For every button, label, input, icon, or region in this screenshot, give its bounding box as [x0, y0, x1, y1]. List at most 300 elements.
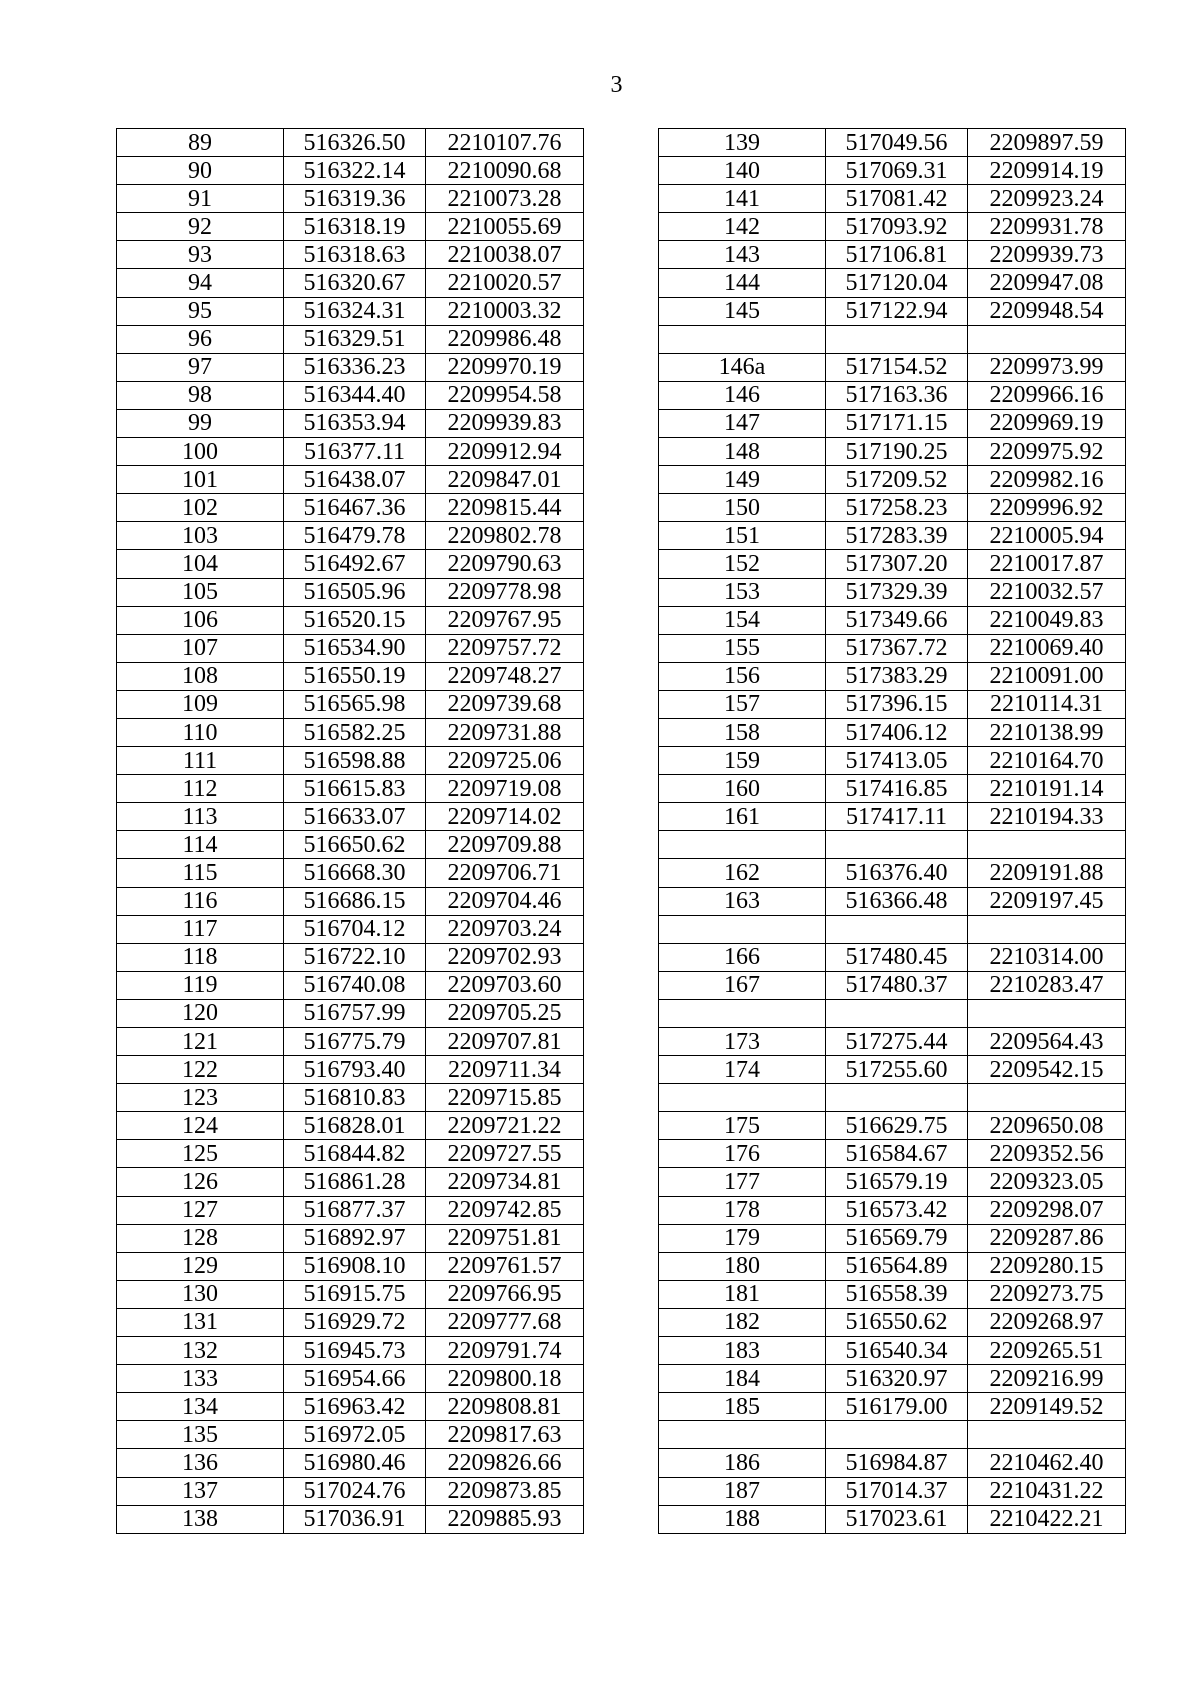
y-coordinate-cell: 2209970.19: [426, 353, 584, 381]
table-row: [659, 718, 1126, 746]
point-number-cell: 184: [659, 1365, 826, 1393]
table-row: [659, 943, 1126, 971]
point-number-cell: 182: [659, 1308, 826, 1336]
y-coordinate-cell: 2209709.88: [426, 831, 584, 859]
table-row: [117, 1112, 584, 1140]
point-number-cell: 152: [659, 550, 826, 578]
x-coordinate-cell: 516892.97: [284, 1224, 426, 1252]
y-coordinate-cell: 2209703.24: [426, 915, 584, 943]
y-coordinate-cell: 2209996.92: [968, 494, 1126, 522]
x-coordinate-cell: 516320.97: [826, 1365, 968, 1393]
table-row: [117, 803, 584, 831]
table-row: [659, 803, 1126, 831]
table-row: [659, 409, 1126, 437]
table-row: [659, 1112, 1126, 1140]
x-coordinate-cell: 517367.72: [826, 634, 968, 662]
x-coordinate-cell: 516598.88: [284, 747, 426, 775]
point-number-cell: 163: [659, 887, 826, 915]
x-coordinate-cell: 517480.37: [826, 971, 968, 999]
y-coordinate-cell: 2209847.01: [426, 466, 584, 494]
x-coordinate-cell: 516722.10: [284, 943, 426, 971]
point-number-cell: 181: [659, 1280, 826, 1308]
y-coordinate-cell: 2209885.93: [426, 1505, 584, 1533]
y-coordinate-cell: 2209707.81: [426, 1028, 584, 1056]
x-coordinate-cell: 516877.37: [284, 1196, 426, 1224]
x-coordinate-cell: 516550.62: [826, 1308, 968, 1336]
point-number-cell: 156: [659, 662, 826, 690]
y-coordinate-cell: 2209714.02: [426, 803, 584, 831]
x-coordinate-cell: 516579.19: [826, 1168, 968, 1196]
y-coordinate-cell: 2210194.33: [968, 803, 1126, 831]
x-coordinate-cell: [826, 915, 968, 943]
point-number-cell: [659, 915, 826, 943]
point-number-cell: 136: [117, 1449, 284, 1477]
point-number-cell: [659, 999, 826, 1027]
point-number-cell: 147: [659, 409, 826, 437]
x-coordinate-cell: 516980.46: [284, 1449, 426, 1477]
y-coordinate-cell: 2209650.08: [968, 1112, 1126, 1140]
x-coordinate-cell: 517036.91: [284, 1505, 426, 1533]
point-number-cell: 107: [117, 634, 284, 662]
table-row: [659, 775, 1126, 803]
x-coordinate-cell: 517396.15: [826, 690, 968, 718]
point-number-cell: 174: [659, 1056, 826, 1084]
point-number-cell: 109: [117, 690, 284, 718]
point-number-cell: [659, 831, 826, 859]
x-coordinate-cell: 516540.34: [826, 1337, 968, 1365]
table-row: [659, 999, 1126, 1027]
x-coordinate-cell: 516861.28: [284, 1168, 426, 1196]
point-number-cell: 146a: [659, 353, 826, 381]
y-coordinate-cell: 2209742.85: [426, 1196, 584, 1224]
table-row: [659, 747, 1126, 775]
y-coordinate-cell: 2209766.95: [426, 1280, 584, 1308]
point-number-cell: [659, 1084, 826, 1112]
table-row: [659, 297, 1126, 325]
table-row: [117, 297, 584, 325]
table-row: [117, 325, 584, 353]
coordinates-table-right: [658, 128, 1126, 1534]
table-row: [117, 943, 584, 971]
table-row: [117, 522, 584, 550]
x-coordinate-cell: 516908.10: [284, 1252, 426, 1280]
table-row: [659, 466, 1126, 494]
table-row: [659, 381, 1126, 409]
table-row: [117, 353, 584, 381]
y-coordinate-cell: 2209280.15: [968, 1252, 1126, 1280]
table-row: [659, 1365, 1126, 1393]
x-coordinate-cell: 516344.40: [284, 381, 426, 409]
table-row: [117, 1280, 584, 1308]
point-number-cell: 176: [659, 1140, 826, 1168]
y-coordinate-cell: [968, 831, 1126, 859]
x-coordinate-cell: [826, 831, 968, 859]
point-number-cell: 101: [117, 466, 284, 494]
point-number-cell: 160: [659, 775, 826, 803]
y-coordinate-cell: 2210003.32: [426, 297, 584, 325]
point-number-cell: 110: [117, 718, 284, 746]
x-coordinate-cell: 516972.05: [284, 1421, 426, 1449]
table-row: [659, 1393, 1126, 1421]
point-number-cell: [659, 1421, 826, 1449]
point-number-cell: 173: [659, 1028, 826, 1056]
point-number-cell: 130: [117, 1280, 284, 1308]
x-coordinate-cell: 516828.01: [284, 1112, 426, 1140]
point-number-cell: 161: [659, 803, 826, 831]
x-coordinate-cell: 516945.73: [284, 1337, 426, 1365]
x-coordinate-cell: 517120.04: [826, 269, 968, 297]
x-coordinate-cell: 516179.00: [826, 1393, 968, 1421]
table-row: [117, 1477, 584, 1505]
x-coordinate-cell: 516564.89: [826, 1252, 968, 1280]
y-coordinate-cell: 2209751.81: [426, 1224, 584, 1252]
point-number-cell: 126: [117, 1168, 284, 1196]
table-row: [117, 213, 584, 241]
point-number-cell: 114: [117, 831, 284, 859]
x-coordinate-cell: 517349.66: [826, 606, 968, 634]
y-coordinate-cell: 2209939.83: [426, 409, 584, 437]
point-number-cell: 129: [117, 1252, 284, 1280]
x-coordinate-cell: 516467.36: [284, 494, 426, 522]
point-number-cell: 162: [659, 859, 826, 887]
table-row: [659, 1505, 1126, 1533]
x-coordinate-cell: 517190.25: [826, 438, 968, 466]
x-coordinate-cell: 516534.90: [284, 634, 426, 662]
table-row: [659, 1140, 1126, 1168]
table-row: [117, 466, 584, 494]
point-number-cell: 99: [117, 409, 284, 437]
point-number-cell: 150: [659, 494, 826, 522]
coordinates-table-right-body: [659, 129, 1126, 1534]
x-coordinate-cell: 516984.87: [826, 1449, 968, 1477]
table-row: [117, 550, 584, 578]
point-number-cell: 153: [659, 578, 826, 606]
y-coordinate-cell: 2209711.34: [426, 1056, 584, 1084]
table-row: [659, 1252, 1126, 1280]
x-coordinate-cell: [826, 1084, 968, 1112]
point-number-cell: 178: [659, 1196, 826, 1224]
table-row: [659, 185, 1126, 213]
table-row: [117, 409, 584, 437]
x-coordinate-cell: 516915.75: [284, 1280, 426, 1308]
y-coordinate-cell: 2209191.88: [968, 859, 1126, 887]
table-row: [117, 1168, 584, 1196]
table-row: [117, 1056, 584, 1084]
point-number-cell: 138: [117, 1505, 284, 1533]
y-coordinate-cell: 2209197.45: [968, 887, 1126, 915]
x-coordinate-cell: 516633.07: [284, 803, 426, 831]
x-coordinate-cell: [826, 1421, 968, 1449]
x-coordinate-cell: 516615.83: [284, 775, 426, 803]
x-coordinate-cell: 516558.39: [826, 1280, 968, 1308]
point-number-cell: 151: [659, 522, 826, 550]
y-coordinate-cell: 2209923.24: [968, 185, 1126, 213]
table-row: [117, 1196, 584, 1224]
y-coordinate-cell: 2209975.92: [968, 438, 1126, 466]
table-row: [117, 129, 584, 157]
table-row: [117, 1252, 584, 1280]
table-row: [659, 887, 1126, 915]
point-number-cell: 131: [117, 1308, 284, 1336]
table-row: [659, 971, 1126, 999]
table-row: [659, 1421, 1126, 1449]
y-coordinate-cell: 2209268.97: [968, 1308, 1126, 1336]
y-coordinate-cell: 2209897.59: [968, 129, 1126, 157]
x-coordinate-cell: 516704.12: [284, 915, 426, 943]
table-row: [117, 1084, 584, 1112]
point-number-cell: 96: [117, 325, 284, 353]
y-coordinate-cell: 2209826.66: [426, 1449, 584, 1477]
y-coordinate-cell: 2209778.98: [426, 578, 584, 606]
table-row: [659, 662, 1126, 690]
y-coordinate-cell: 2209719.08: [426, 775, 584, 803]
table-row: [659, 690, 1126, 718]
x-coordinate-cell: 516322.14: [284, 157, 426, 185]
point-number-cell: 124: [117, 1112, 284, 1140]
point-number-cell: 102: [117, 494, 284, 522]
y-coordinate-cell: 2210107.76: [426, 129, 584, 157]
table-row: [117, 859, 584, 887]
y-coordinate-cell: 2210283.47: [968, 971, 1126, 999]
x-coordinate-cell: 516954.66: [284, 1365, 426, 1393]
table-row: [117, 606, 584, 634]
point-number-cell: [659, 325, 826, 353]
y-coordinate-cell: 2210422.21: [968, 1505, 1126, 1533]
point-number-cell: 187: [659, 1477, 826, 1505]
x-coordinate-cell: 517416.85: [826, 775, 968, 803]
y-coordinate-cell: 2210005.94: [968, 522, 1126, 550]
y-coordinate-cell: 2209947.08: [968, 269, 1126, 297]
y-coordinate-cell: [968, 999, 1126, 1027]
table-row: [659, 1084, 1126, 1112]
y-coordinate-cell: [968, 325, 1126, 353]
y-coordinate-cell: 2209287.86: [968, 1224, 1126, 1252]
x-coordinate-cell: 516757.99: [284, 999, 426, 1027]
y-coordinate-cell: 2209761.57: [426, 1252, 584, 1280]
point-number-cell: 119: [117, 971, 284, 999]
x-coordinate-cell: 516353.94: [284, 409, 426, 437]
y-coordinate-cell: 2210164.70: [968, 747, 1126, 775]
point-number-cell: 115: [117, 859, 284, 887]
y-coordinate-cell: 2209966.16: [968, 381, 1126, 409]
y-coordinate-cell: 2209931.78: [968, 213, 1126, 241]
x-coordinate-cell: 517014.37: [826, 1477, 968, 1505]
table-row: [659, 438, 1126, 466]
point-number-cell: 132: [117, 1337, 284, 1365]
y-coordinate-cell: 2209790.63: [426, 550, 584, 578]
x-coordinate-cell: 516929.72: [284, 1308, 426, 1336]
table-row: [117, 775, 584, 803]
point-number-cell: 121: [117, 1028, 284, 1056]
y-coordinate-cell: 2210138.99: [968, 718, 1126, 746]
x-coordinate-cell: 516438.07: [284, 466, 426, 494]
table-row: [659, 1477, 1126, 1505]
point-number-cell: 117: [117, 915, 284, 943]
table-row: [117, 971, 584, 999]
table-row: [659, 269, 1126, 297]
x-coordinate-cell: 516668.30: [284, 859, 426, 887]
y-coordinate-cell: 2209777.68: [426, 1308, 584, 1336]
point-number-cell: 91: [117, 185, 284, 213]
point-number-cell: 177: [659, 1168, 826, 1196]
y-coordinate-cell: 2210038.07: [426, 241, 584, 269]
x-coordinate-cell: 517307.20: [826, 550, 968, 578]
table-row: [117, 1028, 584, 1056]
table-row: [117, 887, 584, 915]
point-number-cell: 104: [117, 550, 284, 578]
y-coordinate-cell: 2209715.85: [426, 1084, 584, 1112]
y-coordinate-cell: 2209298.07: [968, 1196, 1126, 1224]
table-row: [117, 1449, 584, 1477]
y-coordinate-cell: 2210314.00: [968, 943, 1126, 971]
table-row: [117, 578, 584, 606]
x-coordinate-cell: 516550.19: [284, 662, 426, 690]
x-coordinate-cell: 516582.25: [284, 718, 426, 746]
point-number-cell: 118: [117, 943, 284, 971]
table-row: [117, 157, 584, 185]
y-coordinate-cell: 2209216.99: [968, 1365, 1126, 1393]
y-coordinate-cell: 2210032.57: [968, 578, 1126, 606]
y-coordinate-cell: 2209767.95: [426, 606, 584, 634]
x-coordinate-cell: 516376.40: [826, 859, 968, 887]
point-number-cell: 125: [117, 1140, 284, 1168]
point-number-cell: 159: [659, 747, 826, 775]
table-row: [117, 634, 584, 662]
x-coordinate-cell: 517163.36: [826, 381, 968, 409]
x-coordinate-cell: 516650.62: [284, 831, 426, 859]
x-coordinate-cell: 517154.52: [826, 353, 968, 381]
page-number: 3: [610, 72, 623, 98]
table-row: [117, 1308, 584, 1336]
x-coordinate-cell: 516320.67: [284, 269, 426, 297]
y-coordinate-cell: 2209873.85: [426, 1477, 584, 1505]
point-number-cell: 92: [117, 213, 284, 241]
table-row: [117, 1337, 584, 1365]
y-coordinate-cell: 2209757.72: [426, 634, 584, 662]
point-number-cell: 122: [117, 1056, 284, 1084]
point-number-cell: 166: [659, 943, 826, 971]
table-row: [659, 325, 1126, 353]
point-number-cell: 120: [117, 999, 284, 1027]
point-number-cell: 154: [659, 606, 826, 634]
point-number-cell: 98: [117, 381, 284, 409]
x-coordinate-cell: 516584.67: [826, 1140, 968, 1168]
x-coordinate-cell: 517093.92: [826, 213, 968, 241]
x-coordinate-cell: 516492.67: [284, 550, 426, 578]
table-row: [659, 522, 1126, 550]
point-number-cell: 180: [659, 1252, 826, 1280]
y-coordinate-cell: 2209914.19: [968, 157, 1126, 185]
point-number-cell: 139: [659, 129, 826, 157]
x-coordinate-cell: [826, 999, 968, 1027]
x-coordinate-cell: 516377.11: [284, 438, 426, 466]
x-coordinate-cell: 517480.45: [826, 943, 968, 971]
y-coordinate-cell: 2210431.22: [968, 1477, 1126, 1505]
y-coordinate-cell: 2209721.22: [426, 1112, 584, 1140]
x-coordinate-cell: 516793.40: [284, 1056, 426, 1084]
y-coordinate-cell: 2209791.74: [426, 1337, 584, 1365]
point-number-cell: 183: [659, 1337, 826, 1365]
point-number-cell: 90: [117, 157, 284, 185]
point-number-cell: 155: [659, 634, 826, 662]
y-coordinate-cell: 2210069.40: [968, 634, 1126, 662]
x-coordinate-cell: 516565.98: [284, 690, 426, 718]
table-row: [659, 1337, 1126, 1365]
x-coordinate-cell: 516569.79: [826, 1224, 968, 1252]
coordinates-table-left-body: [117, 129, 584, 1534]
table-row: [117, 915, 584, 943]
y-coordinate-cell: 2210114.31: [968, 690, 1126, 718]
coordinates-table-left: [116, 128, 584, 1534]
table-row: [659, 1280, 1126, 1308]
x-coordinate-cell: 517209.52: [826, 466, 968, 494]
point-number-cell: 146: [659, 381, 826, 409]
y-coordinate-cell: 2210049.83: [968, 606, 1126, 634]
table-row: [659, 1028, 1126, 1056]
table-row: [659, 1168, 1126, 1196]
x-coordinate-cell: 517406.12: [826, 718, 968, 746]
y-coordinate-cell: 2209149.52: [968, 1393, 1126, 1421]
y-coordinate-cell: 2210073.28: [426, 185, 584, 213]
point-number-cell: 142: [659, 213, 826, 241]
y-coordinate-cell: 2209731.88: [426, 718, 584, 746]
x-coordinate-cell: 516520.15: [284, 606, 426, 634]
point-number-cell: 95: [117, 297, 284, 325]
y-coordinate-cell: 2209982.16: [968, 466, 1126, 494]
x-coordinate-cell: 517329.39: [826, 578, 968, 606]
point-number-cell: 144: [659, 269, 826, 297]
x-coordinate-cell: 516686.15: [284, 887, 426, 915]
y-coordinate-cell: 2209948.54: [968, 297, 1126, 325]
y-coordinate-cell: 2209912.94: [426, 438, 584, 466]
point-number-cell: 133: [117, 1365, 284, 1393]
point-number-cell: 167: [659, 971, 826, 999]
table-row: [117, 1421, 584, 1449]
table-row: [659, 353, 1126, 381]
table-row: [659, 1056, 1126, 1084]
table-row: [659, 1449, 1126, 1477]
y-coordinate-cell: 2209542.15: [968, 1056, 1126, 1084]
point-number-cell: 145: [659, 297, 826, 325]
x-coordinate-cell: 516844.82: [284, 1140, 426, 1168]
x-coordinate-cell: 517417.11: [826, 803, 968, 831]
x-coordinate-cell: 517049.56: [826, 129, 968, 157]
point-number-cell: 186: [659, 1449, 826, 1477]
table-row: [659, 213, 1126, 241]
x-coordinate-cell: 517383.29: [826, 662, 968, 690]
y-coordinate-cell: 2210020.57: [426, 269, 584, 297]
point-number-cell: 143: [659, 241, 826, 269]
y-coordinate-cell: 2209939.73: [968, 241, 1126, 269]
table-row: [117, 1224, 584, 1252]
y-coordinate-cell: 2210055.69: [426, 213, 584, 241]
x-coordinate-cell: 516326.50: [284, 129, 426, 157]
x-coordinate-cell: [826, 325, 968, 353]
table-row: [659, 831, 1126, 859]
point-number-cell: 179: [659, 1224, 826, 1252]
point-number-cell: 135: [117, 1421, 284, 1449]
x-coordinate-cell: 516318.63: [284, 241, 426, 269]
table-row: [117, 241, 584, 269]
point-number-cell: 149: [659, 466, 826, 494]
y-coordinate-cell: 2210017.87: [968, 550, 1126, 578]
y-coordinate-cell: [968, 1084, 1126, 1112]
table-row: [659, 634, 1126, 662]
x-coordinate-cell: 517171.15: [826, 409, 968, 437]
y-coordinate-cell: 2209817.63: [426, 1421, 584, 1449]
point-number-cell: 185: [659, 1393, 826, 1421]
table-row: [659, 578, 1126, 606]
